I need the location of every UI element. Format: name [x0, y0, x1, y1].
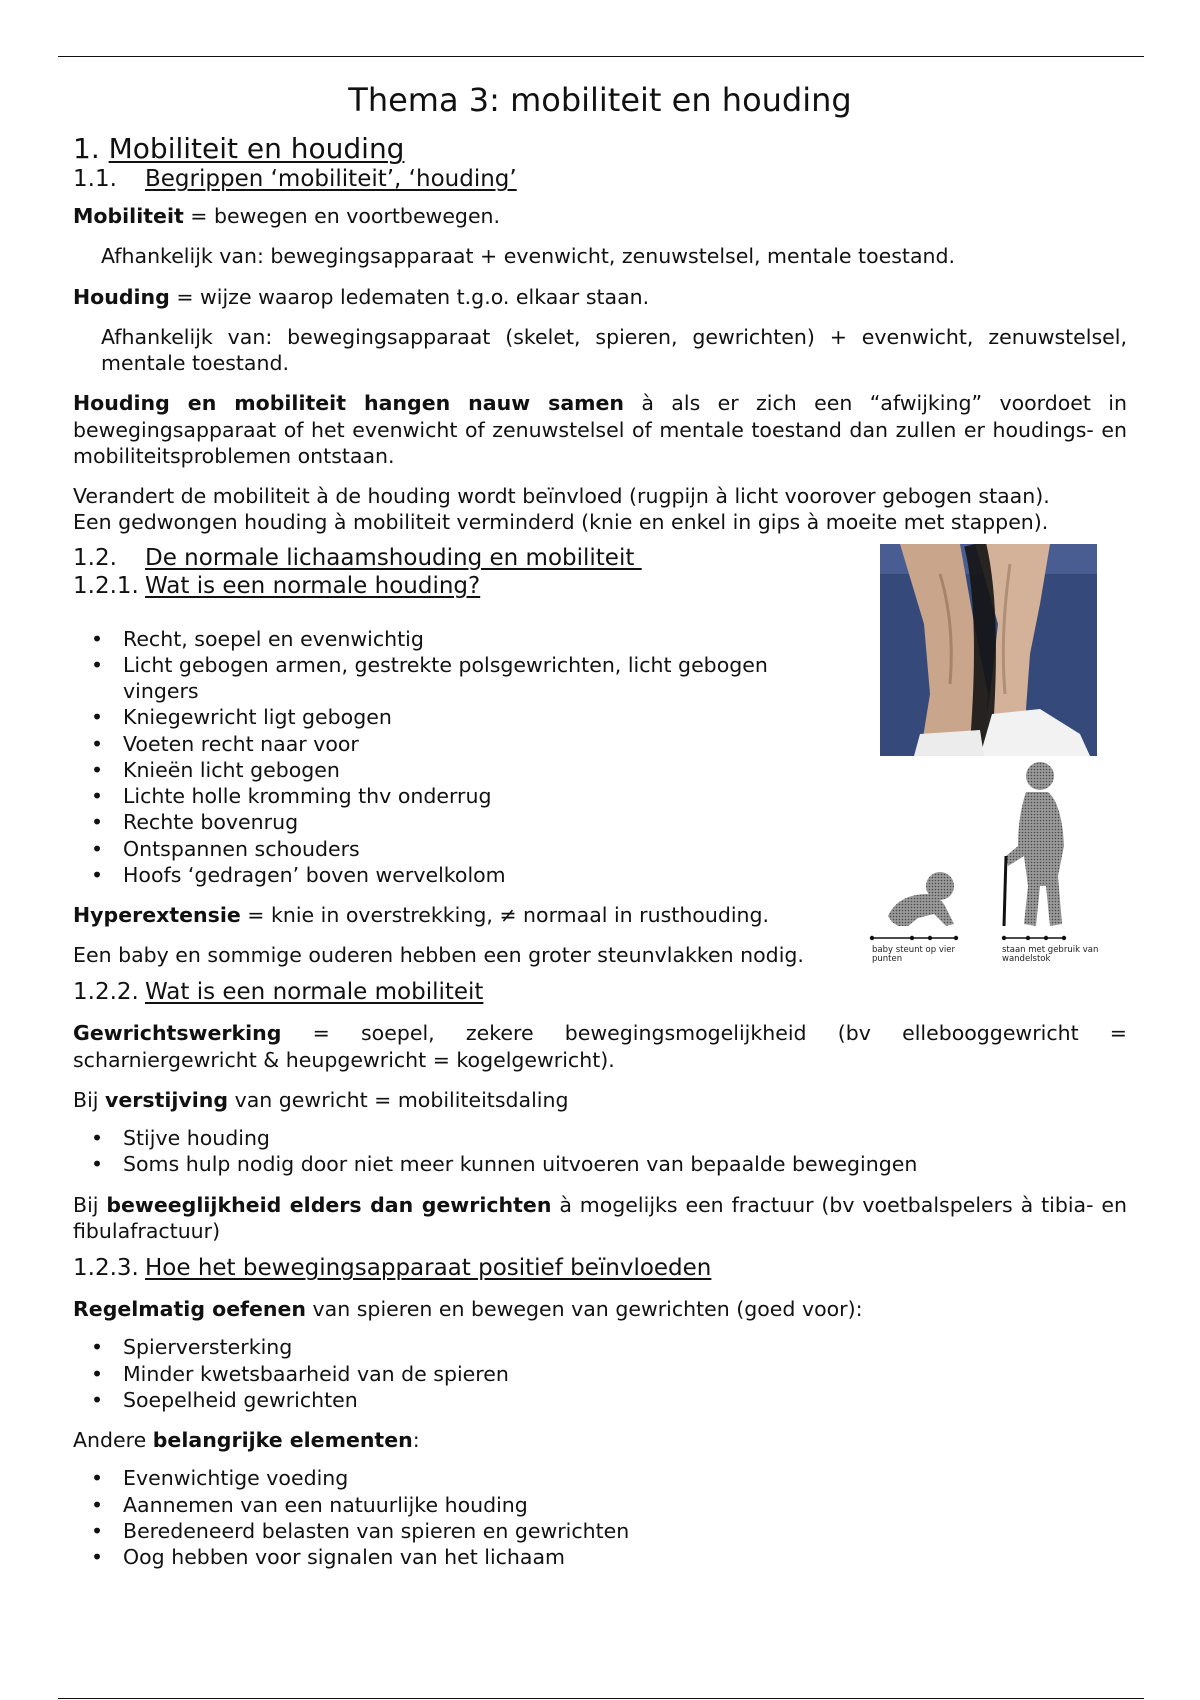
houding-list	[73, 626, 853, 888]
regelmatig-paragraph	[73, 1296, 1127, 1322]
mobiliteit-def: = bewegen en voortbewegen.	[183, 204, 501, 229]
section-1-2-heading	[73, 544, 853, 572]
list-item: • Voeten recht naar voor	[123, 731, 833, 757]
section-1-2-1-label: Wat is een normale houding?	[145, 572, 481, 599]
houding-section	[73, 544, 1127, 969]
andere-post: :	[412, 1428, 420, 1453]
section-1-2-3-heading	[73, 1254, 1127, 1282]
elderly-caption: staan met gebruik van wandelstok	[1002, 944, 1099, 964]
mobiliteit-term: Mobiliteit	[73, 204, 184, 229]
houding-def: = wijze waarop ledematen t.g.o. elkaar staan.	[169, 284, 650, 309]
baby-paragraph: Een baby en sommige ouderen hebben een groter steunvlakken nodig.	[73, 943, 804, 968]
verstijving-paragraph	[73, 1087, 1127, 1113]
list-item: • Minder kwetsbaarheid van de spieren	[123, 1361, 1127, 1387]
list-item: • Soms hulp nodig door niet meer kunnen uitvoeren van bepaalde bewegingen	[123, 1151, 1127, 1177]
andere-term: belangrijke elementen	[152, 1428, 413, 1453]
footer-rule	[58, 1698, 1144, 1699]
list-item: • Kniegewricht ligt gebogen	[123, 704, 833, 730]
mobiliteit-definition	[73, 203, 1127, 229]
baby-icon	[888, 872, 954, 926]
baby-elderly-illustration	[868, 756, 1118, 971]
list-item: • Knieën licht gebogen	[123, 757, 833, 783]
elderly-support-line	[1002, 935, 1066, 939]
beweeglijkheid-post: à mogelijks een fractuur (bv voetbalspelers à tibia- en fibulafractuur)	[73, 1192, 1127, 1243]
list-item: • Beredeneerd belasten van spieren en gewrichten	[123, 1518, 1127, 1544]
list-item: • Ontspannen schouders	[123, 836, 833, 862]
section-1-heading	[73, 133, 1127, 165]
list-item: • Lichte holle kromming thv onderrug	[123, 783, 833, 809]
section-1-2-3-label: Hoe het bewegingsapparaat positief beïnvloeden	[145, 1255, 712, 1282]
beweeglijkheid-paragraph	[73, 1192, 1127, 1244]
section-1-label: Mobiliteit en houding	[108, 131, 405, 165]
list-item: • Stijve houding	[123, 1125, 1127, 1151]
verstijving-post: van gewricht = mobiliteitsdaling	[228, 1087, 569, 1112]
verstijving-term: verstijving	[104, 1087, 229, 1112]
section-1-2-2-label: Wat is een normale mobiliteit	[145, 979, 484, 1006]
section-1-2-1-heading	[73, 572, 853, 600]
document-page	[73, 80, 1127, 1570]
samen-rest: à als er zich een “afwijking” voordoet in bewegingsapparaat of het evenwicht of zenuwstelsel of mentale toestand dan zullen er houdings- en mobiliteitsproblemen ontstaan.	[73, 391, 1127, 468]
list-item: • Licht gebogen armen, gestrekte polsgewrichten, licht gebogen vingers	[123, 652, 833, 704]
section-1-2-2-number: 1.2.2.	[73, 979, 139, 1006]
section-1-1-heading	[73, 165, 1127, 193]
houding-afhankelijk: Afhankelijk van: bewegingsapparaat (skelet, spieren, gewrichten) + evenwicht, zenuwstelsel, mentale toestand.	[101, 324, 1127, 376]
list-item: • Oog hebben voor signalen van het lichaam	[123, 1544, 1127, 1570]
section-1-2-label: De normale lichaamshouding en mobiliteit	[145, 544, 642, 571]
regelmatig-list	[73, 1334, 1127, 1413]
gewrichtswerking-term: Gewrichtswerking	[73, 1021, 282, 1046]
baby-support-line	[870, 935, 958, 939]
section-1-1-label: Begrippen ‘mobiliteit’, ‘houding’	[145, 166, 517, 193]
samen-bold: Houding en mobiliteit hangen nauw samen	[73, 391, 625, 416]
list-item: • Hoofs ‘gedragen’ boven wervelkolom	[123, 862, 833, 888]
mobiliteit-afhankelijk: Afhankelijk van: bewegingsapparaat + evenwicht, zenuwstelsel, mentale toestand.	[101, 244, 956, 269]
header-rule	[58, 56, 1144, 57]
list-item: • Soepelheid gewrichten	[123, 1387, 1127, 1413]
gewrichtswerking-def: = soepel, zekere bewegingsmogelijkheid (bv ellebooggewricht = scharniergewricht & heupgewricht = kogelgewricht).	[73, 1021, 1127, 1072]
beweeglijkheid-term: beweeglijkheid elders dan gewrichten	[106, 1192, 552, 1217]
houding-term: Houding	[73, 284, 170, 309]
andere-list	[73, 1465, 1127, 1570]
list-item: • Recht, soepel en evenwichtig	[123, 626, 833, 652]
verandert-paragraph: Verandert de mobiliteit à de houding wordt beïnvloed (rugpijn à licht voorover gebogen staan).	[73, 484, 1050, 509]
legs-photo-illustration	[880, 544, 1097, 756]
andere-pre: Andere	[73, 1428, 153, 1453]
regelmatig-post: van spieren en bewegen van gewrichten (goed voor):	[306, 1297, 863, 1322]
legs-photo	[880, 544, 1097, 756]
section-1-2-1-number: 1.2.1.	[73, 572, 139, 599]
andere-paragraph	[73, 1427, 1127, 1453]
elderly-with-cane-icon	[1004, 762, 1064, 926]
verstijving-pre: Bij	[73, 1087, 105, 1112]
section-1-1-number: 1.1.	[73, 166, 117, 193]
samen-paragraph	[73, 390, 1127, 469]
regelmatig-term: Regelmatig oefenen	[73, 1297, 307, 1322]
list-item: • Aannemen van een natuurlijke houding	[123, 1492, 1127, 1518]
gedwongen-paragraph: Een gedwongen houding à mobiliteit verminderd (knie en enkel in gips à moeite met stappen).	[73, 510, 1049, 535]
list-item: • Rechte bovenrug	[123, 809, 833, 835]
support-drawings	[868, 756, 1118, 996]
list-item: • Spierversterking	[123, 1334, 1127, 1360]
hyperextensie-def: = knie in overstrekking, ≠ normaal in rusthouding.	[240, 902, 770, 927]
beweeglijkheid-pre: Bij	[73, 1192, 107, 1217]
houding-text-column	[73, 544, 853, 969]
section-1-number: 1.	[73, 131, 100, 165]
list-item: • Evenwichtige voeding	[123, 1465, 1127, 1491]
section-1-2-3-number: 1.2.3.	[73, 1255, 139, 1282]
section-1-2-number: 1.2.	[73, 544, 117, 571]
baby-caption: baby steunt op vier punten	[872, 944, 955, 964]
houding-definition	[73, 284, 1127, 310]
verstijving-list	[73, 1125, 1127, 1177]
page-title: Thema 3: mobiliteit en houding	[348, 81, 852, 119]
hyperextensie-definition	[73, 902, 853, 928]
gewrichtswerking-definition	[73, 1020, 1127, 1072]
hyperextensie-term: Hyperextensie	[73, 902, 241, 927]
